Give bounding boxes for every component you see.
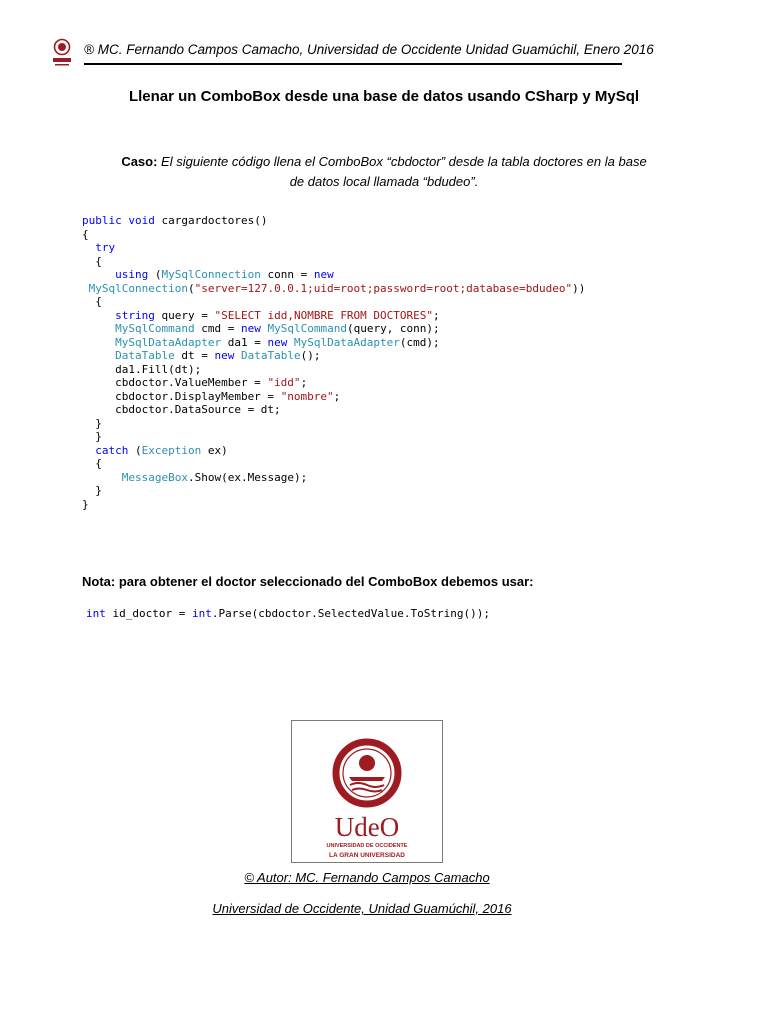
code-token: { [82, 227, 89, 241]
code-token: ; [300, 376, 308, 389]
code-line [82, 457, 585, 471]
logo-name: UdeO [334, 812, 400, 842]
code-token: .Parse(cbdoctor.SelectedValue.ToString()); [211, 607, 490, 620]
code-token: DataTable [240, 349, 301, 362]
udeo-seal-icon [292, 721, 442, 817]
code-token: (); [300, 349, 321, 362]
code-token: int [86, 607, 106, 620]
code-token: cargardoctores() [154, 214, 268, 227]
code-token [82, 241, 95, 254]
code-token: dt = [174, 349, 215, 362]
code-line [82, 214, 585, 228]
header-text: ® MC. Fernando Campos Camacho, Universidad de Occidente Unidad Guamúchil, Enero 2016 [84, 42, 654, 57]
code-token: MySqlDataAdapter [115, 335, 222, 349]
code-line [82, 322, 585, 336]
code-line [82, 295, 585, 309]
code-line [82, 336, 585, 350]
logo-slogan: LA GRAN UNIVERSIDAD [329, 852, 405, 859]
code-line [82, 498, 585, 512]
code-token [82, 309, 115, 322]
code-line [82, 309, 585, 323]
code-token: string [115, 308, 155, 322]
code-token: ( [187, 281, 195, 295]
code-token: MySqlConnection [161, 268, 261, 281]
udeo-seal-icon [50, 38, 74, 68]
code-line [82, 403, 585, 417]
code-line [82, 376, 585, 390]
code-token: new [267, 335, 288, 349]
code-token: conn = [260, 268, 314, 281]
code-token [82, 336, 115, 349]
code-token: ; [433, 308, 440, 322]
code-token [82, 322, 115, 335]
university-logo [291, 720, 443, 863]
code-line [82, 241, 585, 255]
code-line [82, 430, 585, 444]
code-line [82, 417, 585, 431]
caso-label: Caso: [121, 154, 158, 169]
code-token: (cmd); [399, 335, 440, 349]
code-token: } [82, 484, 102, 497]
code-line [82, 471, 585, 485]
code-line [82, 484, 585, 498]
code-token: public void [82, 214, 155, 227]
code-block [82, 214, 585, 511]
nota-text: Nota: para obtener el doctor seleccionado del ComboBox debemos usar: [82, 574, 534, 589]
code-token: using [115, 268, 149, 281]
code-token [234, 349, 241, 362]
code-token: MessageBox [121, 470, 188, 484]
code-token: new [214, 349, 235, 362]
code-token: "SELECT idd,NOMBRE FROM DOCTORES" [214, 308, 434, 322]
code-token: { [82, 295, 102, 308]
code-token: id_doctor = [105, 607, 192, 620]
code-snippet [86, 607, 490, 620]
code-token: "nombre" [280, 389, 334, 403]
code-token [287, 336, 294, 349]
code-token: cbdoctor.ValueMember = [82, 376, 268, 389]
code-token: Exception [141, 443, 202, 457]
code-token: ( [148, 268, 162, 281]
code-token: new [313, 268, 334, 281]
code-line [82, 349, 585, 363]
logo-subtitle: UNIVERSIDAD DE OCCIDENTE [326, 843, 408, 849]
code-token: cbdoctor.DisplayMember = [82, 389, 281, 403]
university-line: Universidad de Occidente, Unidad Guamúchil, 2016 [212, 901, 512, 916]
page-title: Llenar un ComboBox desde una base de datos usando CSharp y MySql [128, 88, 640, 105]
code-token: MySqlCommand [115, 322, 195, 335]
code-token [82, 444, 95, 457]
code-token: try [95, 241, 116, 254]
code-token: cbdoctor.DataSource = dt; [82, 403, 281, 416]
header-rule [84, 63, 622, 65]
code-token: int [191, 607, 212, 620]
code-token: MySqlCommand [267, 322, 347, 335]
code-token [82, 282, 89, 295]
code-token: { [82, 254, 102, 268]
code-token: .Show(ex.Message); [187, 470, 308, 484]
code-token: catch [95, 443, 129, 457]
code-token: MySqlConnection [88, 281, 188, 295]
code-token: cmd = [194, 322, 241, 335]
code-token: (query, conn); [346, 322, 440, 335]
code-token: ; [333, 389, 341, 403]
code-token [82, 268, 115, 281]
code-token: ( [128, 443, 142, 457]
code-token: ex) [201, 443, 228, 457]
code-token: new [240, 322, 261, 335]
code-token: { [82, 457, 102, 470]
code-token [82, 471, 122, 484]
author-line: © Autor: MC. Fernando Campos Camacho [244, 870, 490, 885]
code-line [82, 444, 585, 458]
code-token [82, 349, 115, 362]
code-line [82, 255, 585, 269]
code-token: } [82, 416, 102, 430]
code-token: "idd" [267, 376, 301, 389]
code-token: } [82, 430, 102, 443]
code-token: da1 = [221, 335, 268, 349]
code-line [82, 390, 585, 404]
code-line [82, 268, 585, 282]
code-line [82, 282, 585, 296]
caso-paragraph [120, 152, 648, 192]
code-token: da1.Fill(dt); [82, 362, 202, 376]
code-line [82, 228, 585, 242]
code-token: "server=127.0.0.1;uid=root;password=root;database=bdudeo" [194, 281, 573, 295]
code-token: DataTable [115, 349, 175, 362]
code-line [82, 363, 585, 377]
code-token: MySqlDataAdapter [293, 335, 400, 349]
caso-text: El siguiente código llena el ComboBox “cbdoctor” desde la tabla doctores en la base de datos local llamada “bdudeo”. [157, 154, 647, 189]
code-token: } [82, 497, 89, 511]
code-token: )) [572, 281, 586, 295]
code-token: query = [154, 308, 215, 322]
